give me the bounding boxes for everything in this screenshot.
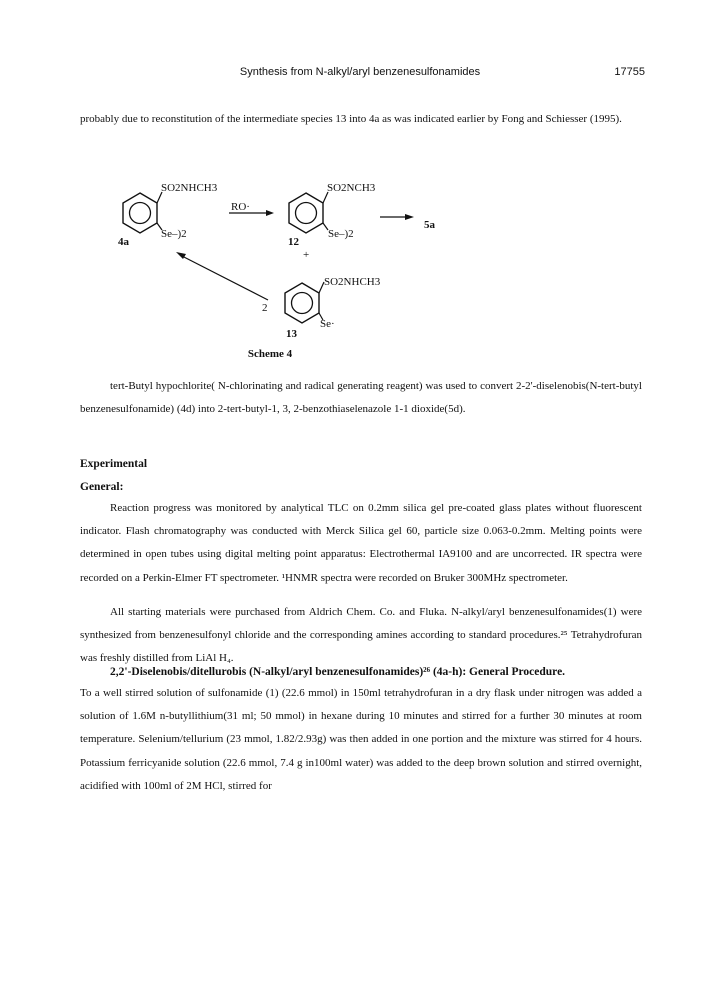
general-paragraph: Reaction progress was monitored by analytical TLC on 0.2mm silica gel pre-coated glass plates without fluorescent indicator. Flash chromatography was conducted with Merck Silica gel 60, particle size 0.063-0.2mm. Melting points were determined in open tubes using digital melting point apparatus: Electrothermal IA9100 and are uncorrected. IR spectra were recorded on a Perkin-Elmer FT spectrometer. ¹HNMR spectra were recorded on Bruker 300MHz spectrometer. bbox=[80, 502, 642, 584]
benzene-ring-4a bbox=[123, 192, 162, 233]
plus-sign: + bbox=[303, 249, 310, 261]
tbu-paragraph: tert-Butyl hypochlorite( N-chlorinating and radical generating reagent) was used to convert 2-2'-diselenobis(N-tert-butyl benzenesulfonamide) (4d) into 2-tert-butyl-1, 3, 2-benzothiaselenazole 1-1 dioxide(5d). bbox=[80, 380, 642, 416]
subsection-heading-general: General: bbox=[80, 481, 124, 493]
materials-paragraph: All starting materials were purchased from Aldrich Chem. Co. and Fluka. N-alkyl/aryl benzenesulfonamides(1) were synthesized from benzenesulfonyl chloride and the corresponding amines according to standard procedures.²⁵ Tetrahydrofuran was freshly distilled from LiAl H₄. bbox=[80, 606, 642, 665]
reaction-scheme-4 bbox=[0, 0, 720, 380]
procedure-paragraph: To a well stirred solution of sulfonamide (1) (22.6 mmol) in 150ml tetrahydrofuran in a dry flask under nitrogen was added a solution of 1.6M n-butyllithium(31 ml; 50 mmol) in hexane during 10 minutes and stirred for a further 30 minutes at room temperature. Selenium/tellurium (23 mmol, 1.82/2.93g) was then added in one portion and the mixture was stirred for 4 hours. Potassium ferricyanide solution (22.6 mmol, 7.4 g in100ml water) was added to the deep brown solution and stirred overnight, acidified with 100ml of 2M HCl, stirred for bbox=[80, 687, 642, 792]
return-arrow bbox=[180, 255, 268, 300]
page-number: 17755 bbox=[614, 66, 645, 78]
arrowhead-2 bbox=[405, 214, 414, 220]
arrowhead-1 bbox=[266, 210, 274, 216]
substituent-12-top: SO2NCH3 bbox=[327, 182, 376, 194]
procedure-heading: 2,2'-Diselenobis/ditellurobis (N-alkyl/aryl benzenesulfonamides)²⁶ (4a-h): General Procedure. bbox=[110, 666, 566, 678]
section-heading-experimental: Experimental bbox=[80, 458, 148, 470]
benzene-ring-12 bbox=[289, 192, 328, 233]
running-title: Synthesis from N-alkyl/aryl benzenesulfonamides bbox=[239, 66, 481, 78]
reagent-label: RO· bbox=[231, 201, 250, 213]
substituent-12-bottom: Se–)2 bbox=[328, 228, 354, 240]
scheme-caption: Scheme 4 bbox=[247, 348, 293, 360]
intro-paragraph: probably due to reconstitution of the intermediate species 13 into 4a as was indicated earlier by Fong and Schiesser (1995). bbox=[80, 113, 622, 125]
benzene-ring-13 bbox=[285, 282, 324, 323]
substituent-4a-top: SO2NHCH3 bbox=[161, 182, 218, 194]
product-label-5a: 5a bbox=[424, 219, 435, 231]
substituent-13-top: SO2NHCH3 bbox=[324, 276, 381, 288]
coefficient-13: 2 bbox=[262, 302, 268, 314]
substituent-4a-bottom: Se–)2 bbox=[161, 228, 187, 240]
compound-label-12: 12 bbox=[288, 236, 299, 248]
compound-label-4a: 4a bbox=[118, 236, 129, 248]
substituent-13-bottom: Se· bbox=[320, 318, 335, 330]
compound-label-13: 13 bbox=[286, 328, 297, 340]
